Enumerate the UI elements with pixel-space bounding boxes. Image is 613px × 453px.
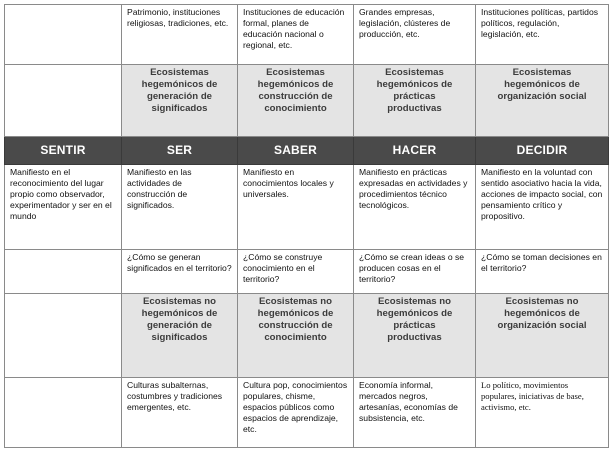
- hegemonic-ser-label: Ecosistemas hegemónicos de generación de significados: [141, 67, 218, 114]
- top-example-saber: Instituciones de educación formal, planes de educación nacional o regional, etc.: [238, 5, 354, 65]
- bottom-example-ser: Culturas subalternas, costumbres y tradiciones emergentes, etc.: [122, 378, 238, 448]
- hegemonic-hacer-label: Ecosistemas hegemónicos de prácticas productivas: [376, 67, 453, 114]
- question-decidir: ¿Cómo se toman decisiones en el territorio?: [476, 250, 609, 294]
- hegemonic-hacer: [354, 65, 476, 137]
- bottom-example-decidir: Lo político, movimientos populares, iniciativas de base, activismo, etc.: [476, 378, 609, 448]
- non-hegemonic-ser-label: Ecosistemas no hegemónicos de generación de significados: [141, 296, 218, 343]
- manifest-row: [5, 165, 609, 250]
- ecosystems-table: [4, 4, 609, 448]
- manifest-ser: Manifiesto en las actividades de construcción de significados.: [122, 165, 238, 250]
- non-hegemonic-decidir-label: Ecosistemas no hegemónicos de organización social: [497, 296, 587, 331]
- header-sentir: SENTIR: [5, 137, 122, 165]
- bottom-example-sentir: [5, 378, 122, 448]
- top-example-sentir: [5, 5, 122, 65]
- questions-row: [5, 250, 609, 294]
- non-hegemonic-row: [5, 294, 609, 378]
- header-hacer: HACER: [354, 137, 476, 165]
- hegemonic-decidir: [476, 65, 609, 137]
- manifest-sentir: Manifiesto en el reconocimiento del lugar propio como observador, experimentador y ser en el mundo: [5, 165, 122, 250]
- top-example-ser: Patrimonio, instituciones religiosas, tradiciones, etc.: [122, 5, 238, 65]
- hegemonic-decidir-label: Ecosistemas hegemónicos de organización social: [497, 67, 587, 102]
- non-hegemonic-saber: [238, 294, 354, 378]
- hegemonic-sentir: [5, 65, 122, 137]
- bottom-example-hacer: Economía informal, mercados negros, artesanías, economías de subsistencia, etc.: [354, 378, 476, 448]
- header-saber: SABER: [238, 137, 354, 165]
- hegemonic-saber-label: Ecosistemas hegemónicos de construcción de conocimiento: [257, 67, 334, 114]
- manifest-hacer: Manifiesto en prácticas expresadas en actividades y procedimientos técnico tecnológicos.: [354, 165, 476, 250]
- header-decidir: DECIDIR: [476, 137, 609, 165]
- non-hegemonic-saber-label: Ecosistemas no hegemónicos de construcción de conocimiento: [257, 296, 334, 343]
- question-sentir: [5, 250, 122, 294]
- top-example-hacer: Grandes empresas, legislación, clústeres de producción, etc.: [354, 5, 476, 65]
- header-row: [5, 137, 609, 165]
- non-hegemonic-decidir: [476, 294, 609, 378]
- hegemonic-saber: [238, 65, 354, 137]
- hegemonic-ser: [122, 65, 238, 137]
- non-hegemonic-hacer-label: Ecosistemas no hegemónicos de prácticas productivas: [376, 296, 453, 343]
- bottom-example-saber: Cultura pop, conocimientos populares, chisme, espacios públicos como espacios de aprendizaje, etc.: [238, 378, 354, 448]
- question-hacer: ¿Cómo se crean ideas o se producen cosas en el territorio?: [354, 250, 476, 294]
- manifest-saber: Manifiesto en conocimientos locales y universales.: [238, 165, 354, 250]
- manifest-decidir: Manifiesto en la voluntad con sentido asociativo hacia la vida, acciones de impacto social, con pensamiento crítico y propositivo.: [476, 165, 609, 250]
- top-example-decidir: Instituciones políticas, partidos políticos, regulación, legislación, etc.: [476, 5, 609, 65]
- top-examples-row: [5, 5, 609, 65]
- non-hegemonic-ser: [122, 294, 238, 378]
- question-ser: ¿Cómo se generan significados en el territorio?: [122, 250, 238, 294]
- non-hegemonic-sentir: [5, 294, 122, 378]
- hegemonic-row: [5, 65, 609, 137]
- question-saber: ¿Cómo se construye conocimiento en el territorio?: [238, 250, 354, 294]
- bottom-examples-row: [5, 378, 609, 448]
- header-ser: SER: [122, 137, 238, 165]
- non-hegemonic-hacer: [354, 294, 476, 378]
